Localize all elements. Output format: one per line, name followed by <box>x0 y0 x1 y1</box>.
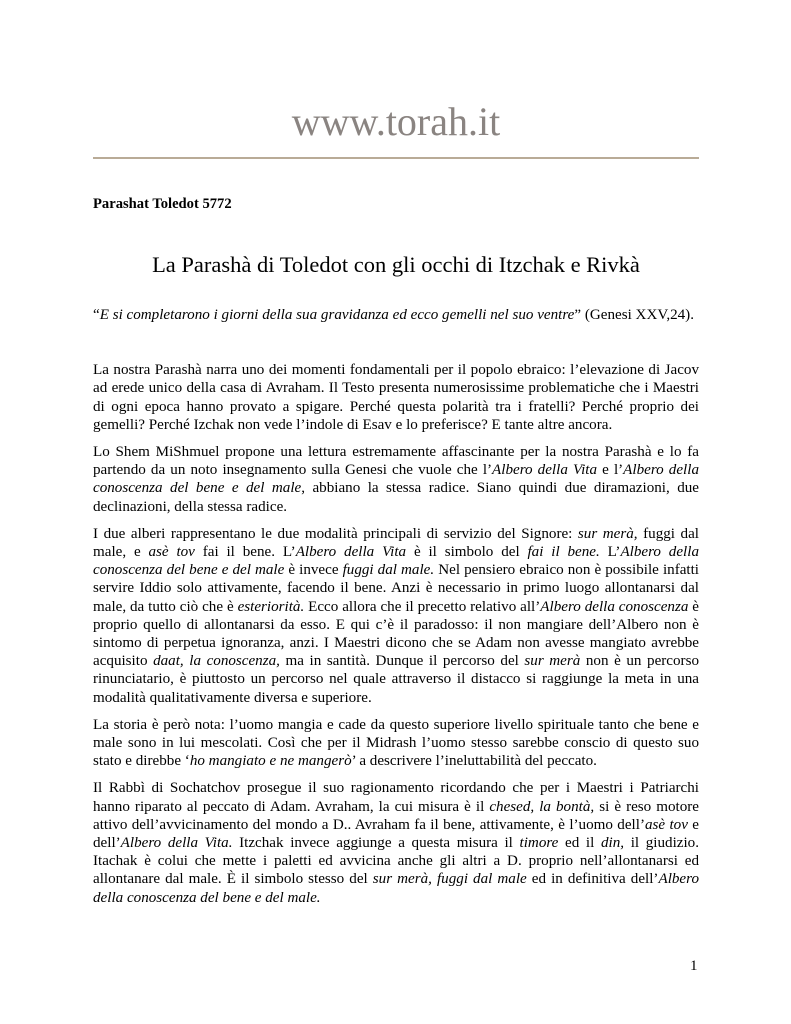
paragraph-3: I due alberi rappresentano le due modalità principali di servizio del Signore: sur merà, fuggi dal male, e asè tov fai il bene. L’Albero della Vita è il simbolo del fai il bene. L’Albero della conoscenza del bene e del male è invece fuggi dal male. Nel pensiero ebraico non è possibile infatti servire Iddio solo attivamente, facendo il bene. Anzi è necessario in primo luogo allontanarsi dal male, da tutto ciò che è esteriorità. Ecco allora che il precetto relativo all’Albero della conoscenza è proprio quello di allontanarsi da esso. E qui c’è il paradosso: il non mangiare dell’Albero non è sintomo di perpetua ignoranza, anzi. I Maestri dicono che se Adam non avesse mangiato avrebbe acquisito daat, la conoscenza, ma in santità. Dunque il percorso del sur merà non è un percorso rinunciatario, è piuttosto un percorso nel quale attraverso il distacco si raggiunge la meta in una modalità qualitativamente diversa e superiore. <box>93 525 699 706</box>
article-body <box>93 306 699 916</box>
article-title: La Parashà di Toledot con gli occhi di Itzchak e Rivkà <box>152 252 640 277</box>
header-divider <box>93 157 699 159</box>
quote-text: E si completarono i giorni della sua gravidanza ed ecco gemelli nel suo ventre <box>99 307 575 323</box>
genesis-quote <box>93 306 699 324</box>
quote-citation: ” (Genesi XXV,24). <box>574 307 694 323</box>
paragraph-5: Il Rabbì di Sochatchov prosegue il suo ragionamento ricordando che per i Maestri i Patriarchi hanno riparato al peccato di Adam. Avraham, la cui misura è il chesed, la bontà, si è reso motore attivo dell’avvicinamento del mondo a D.. Avraham fa il bene, attivamente, è l’uomo dell’asè tov e dell’Albero della Vita. Itzchak invece aggiunge a questa misura il timore ed il din, il giudizio. Itachak è colui che mette i paletti ed avvicina anche gli altri a D. proprio nell’allontanarsi ed allontanare dal male. È il simbolo stesso del sur merà, fuggi dal male ed in definitiva dell’Albero della conoscenza del bene e del male. <box>93 780 700 906</box>
paragraph-2: Lo Shem MiShmuel propone una lettura estremamente affascinante per la nostra Parashà e lo fa partendo da un noto insegnamento sulla Genesi che vuole che l’Albero della Vita e l’Albero della conoscenza del bene e del male, abbiano la stessa radice. Siano quindi due diramazioni, due declinazioni, della stessa radice. <box>93 444 699 515</box>
parashat-heading: Parashat Toledot 5772 <box>93 196 232 212</box>
quote-open-mark: “ <box>93 307 100 323</box>
page-number: 1 <box>690 958 698 974</box>
paragraph-1: La nostra Parashà narra uno dei momenti fondamentali per il popolo ebraico: l’elevazione di Jacov ad erede unico della casa di Avraham. Il Testo presenta numerosissime problematiche che i Maestri di ogni epoca hanno provato a spigare. Perché questa polarità tra i fratelli? Perché proprio dei gemelli? Perché Izchak non vede l’indole di Esav e lo preferisce? E tante altre ancora. <box>93 362 699 433</box>
paragraph-4: La storia è però nota: l’uomo mangia e cade da questo superiore livello spirituale tanto che bene e male sono in lui mescolati. Così che per il Midrash l’uomo stesso sarebbe conscio di questo suo stato e direbbe ‘ho mangiato e ne mangerò’ a descrivere l’ineluttabilità del peccato. <box>93 716 699 770</box>
site-header-title: www.torah.it <box>291 99 501 144</box>
